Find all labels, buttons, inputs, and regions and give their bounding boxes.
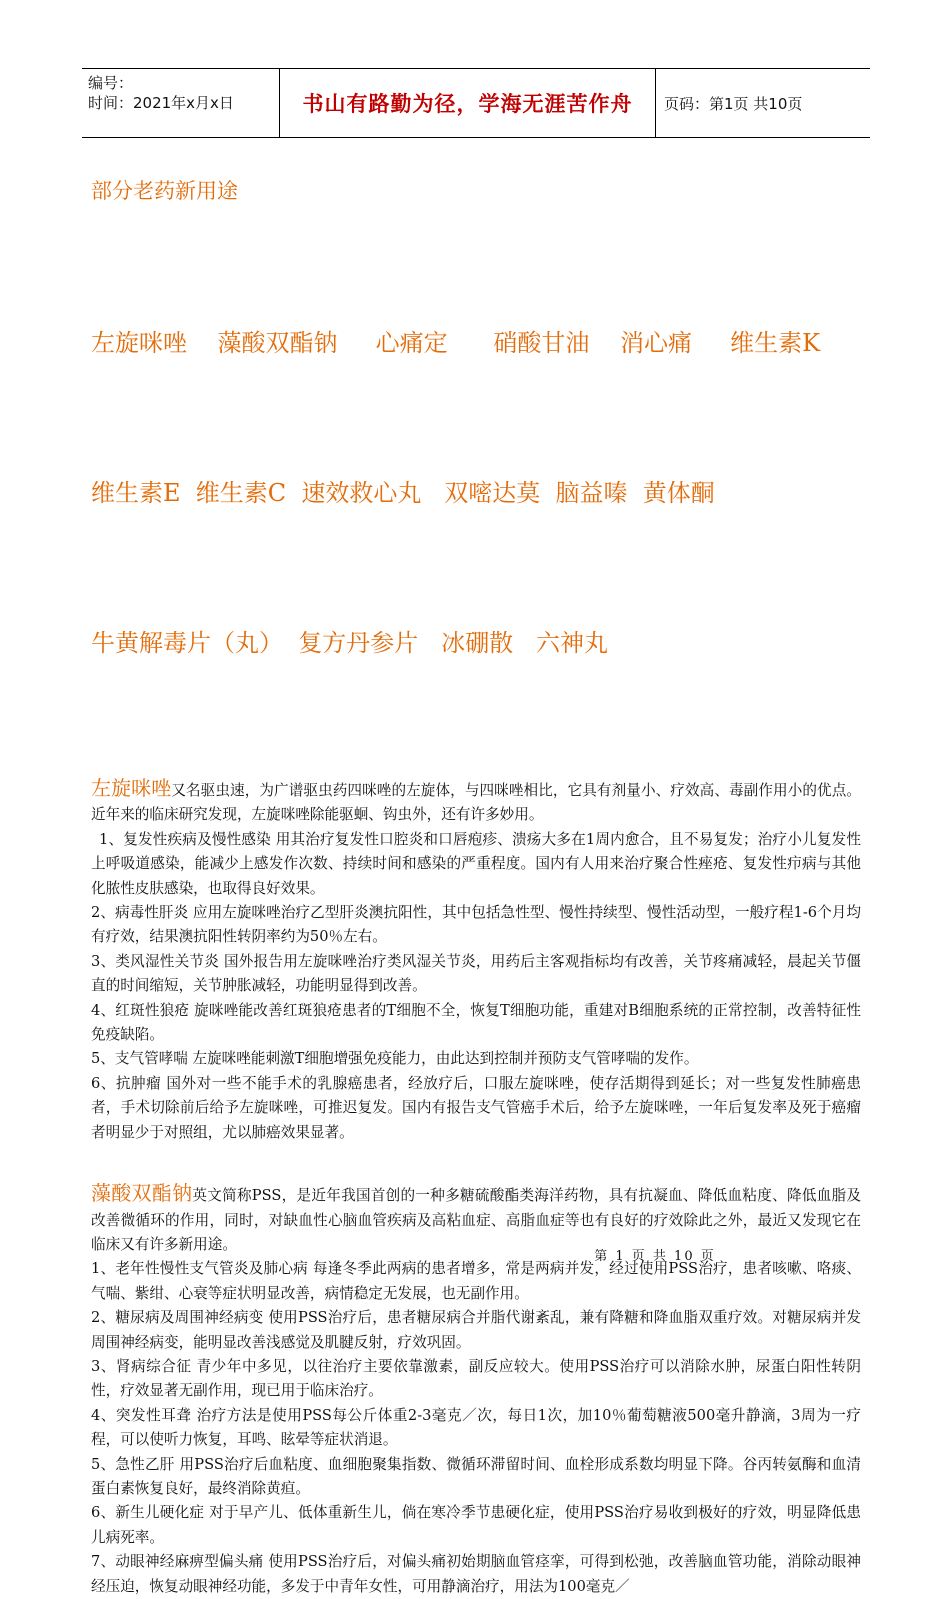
list-item: 1、老年性慢性支气管炎及肺心病 每逢冬季此两病的患者增多，常是两病并发，经过使用PSS治疗，患者咳嗽、咯痰、气喘、紫绀、心衰等症状明显改善，病情稳定无发展，也无副作用。 [91,1260,861,1302]
drug-list-line: 维生素E 维生素C 速效救心丸 双嘧达莫 脑益嗪 黄体酮 [91,479,715,507]
section-intro-text: 又名驱虫速，为广谱驱虫药四咪唑的左旋体，与四咪唑相比，它具有剂量小、疗效高、毒副作用小的优点。近年来的临床研究发现，左旋咪唑除能驱蛔、钩虫外，还有许多妙用。 [91,782,861,824]
list-item: 6、抗肿瘤 国外对一些不能手术的乳腺癌患者，经放疗后，口服左旋咪唑，使存活期得到延长；对一些复发性肺癌患者，手术切除前后给予左旋咪唑，可推迟复发。国内有报告支气管癌手术后，给予左旋咪唑，一年后复发率及死于癌瘤者明显少于对照组，尤以肺癌效果显著。 [91,1074,861,1141]
list-item: 4、红斑性狼疮 旋咪唑能改善红斑狼疮患者的T细胞不全，恢复T细胞功能，重建对B细胞系统的正常控制，改善特征性免疫缺陷。 [91,1001,861,1044]
drug-list-line: 左旋咪唑 藻酸双酯钠 心痛定 硝酸甘油 消心痛 维生素K [91,329,821,357]
document-body [91,176,861,1599]
document-title: 部分老药新用途 [91,179,238,203]
list-item: 5、支气管哮喘 左旋咪唑能刺激T细胞增强免疫能力，由此达到控制并预防支气管哮喘的发作。 [91,1050,699,1068]
drug-list-line: 牛黄解毒片（丸） 复方丹参片 冰硼散 六神丸 [91,629,609,657]
section-heading: 左旋咪唑 [91,776,172,800]
serial-label: 编号： [88,74,134,92]
list-item: 3、类风湿性关节炎 国外报告用左旋咪唑治疗类风湿关节炎，用药后主客观指标均有改善，关节疼痛减轻，晨起关节僵直的时间缩短，关节肿胀减轻，功能明显得到改善。 [91,952,861,995]
header-meta [82,69,280,137]
section-heading: 藻酸双酯钠 [91,1181,193,1206]
list-item: 1、复发性疾病及慢性感染 用其治疗复发性口腔炎和口唇疱疹、溃疡大多在1周内愈合，且不易复发；治疗小儿复发性上呼吸道感染，能减少上感发作次数、持续时间和感染的严重程度。国内有人用来治疗聚合性痤疮、复发性疖病与其他化脓性皮肤感染，也取得良好效果。 [91,830,861,897]
list-item: 5、急性乙肝 用PSS治疗后血粘度、血细胞聚集指数、微循环滞留时间、血栓形成系数均明显下降。谷丙转氨酶和血清蛋白素恢复良好，最终消除黄疸。 [91,1455,861,1497]
section-intro-text: 英文简称PSS，是近年我国首创的一种多糖硫酸酯类海洋药物，具有抗凝血、降低血粘度、降低血脂及改善微循环的作用，同时，对缺血性心脑血管疾病及高粘血症、高脂血症等也有良好的疗效除此之外，最近又发现它在临床又有许多新用途。 [91,1187,862,1253]
list-item: 7、动眼神经麻痹型偏头痛 使用PSS治疗后，对偏头痛初始期脑血管痉挛，可得到松弛，改善脑血管功能，消除动眼神经压迫，恢复动眼神经功能，多发于中青年女性，可用静滴治疗，用法为100毫克／ [91,1553,861,1595]
list-item: 4、突发性耳聋 治疗方法是使用PSS每公斤体重2-3毫克／次，每日1次，加10％葡萄糖液500毫升静滴，3周为一疗程，可以使听力恢复，耳鸣、眩晕等症状消退。 [91,1406,861,1449]
date-label: 时间：2021年x月x日 [88,94,234,112]
list-item: 2、病毒性肝炎 应用左旋咪唑治疗乙型肝炎澳抗阳性，其中包括急性型、慢性持续型、慢性活动型，一般疗程1-6个月均有疗效，结果澳抗阳性转阴率约为50％左右。 [91,904,861,946]
list-item: 6、新生儿硬化症 对于早产儿、低体重新生儿，倘在寒冷季节患硬化症，使用PSS治疗易收到极好的疗效，明显降低患儿病死率。 [91,1504,861,1546]
section-levamisole-intro [91,776,861,828]
header-motto: 书山有路勤为径，学海无涯苦作舟 [302,92,633,116]
header-motto-cell [280,69,656,137]
list-item: 2、糖尿病及周围神经病变 使用PSS治疗后，患者糖尿病合并脂代谢紊乱，兼有降糖和降血脂双重疗效。对糖尿病并发周围神经病变，能明显改善浅感觉及肌腱反射，疗效巩固。 [91,1309,861,1351]
header-page-info: 页码：第1页 共10页 [664,94,803,113]
page-footer: 第 1 页 共 10 页 [594,1249,716,1264]
drug-list [91,218,861,768]
page-header [82,68,870,138]
list-item: 3、肾病综合征 青少年中多见，以往治疗主要依靠激素，副反应较大。使用PSS治疗可以消除水肿，尿蛋白阳性转阴性，疗效显著无副作用，现已用于临床治疗。 [91,1357,861,1400]
